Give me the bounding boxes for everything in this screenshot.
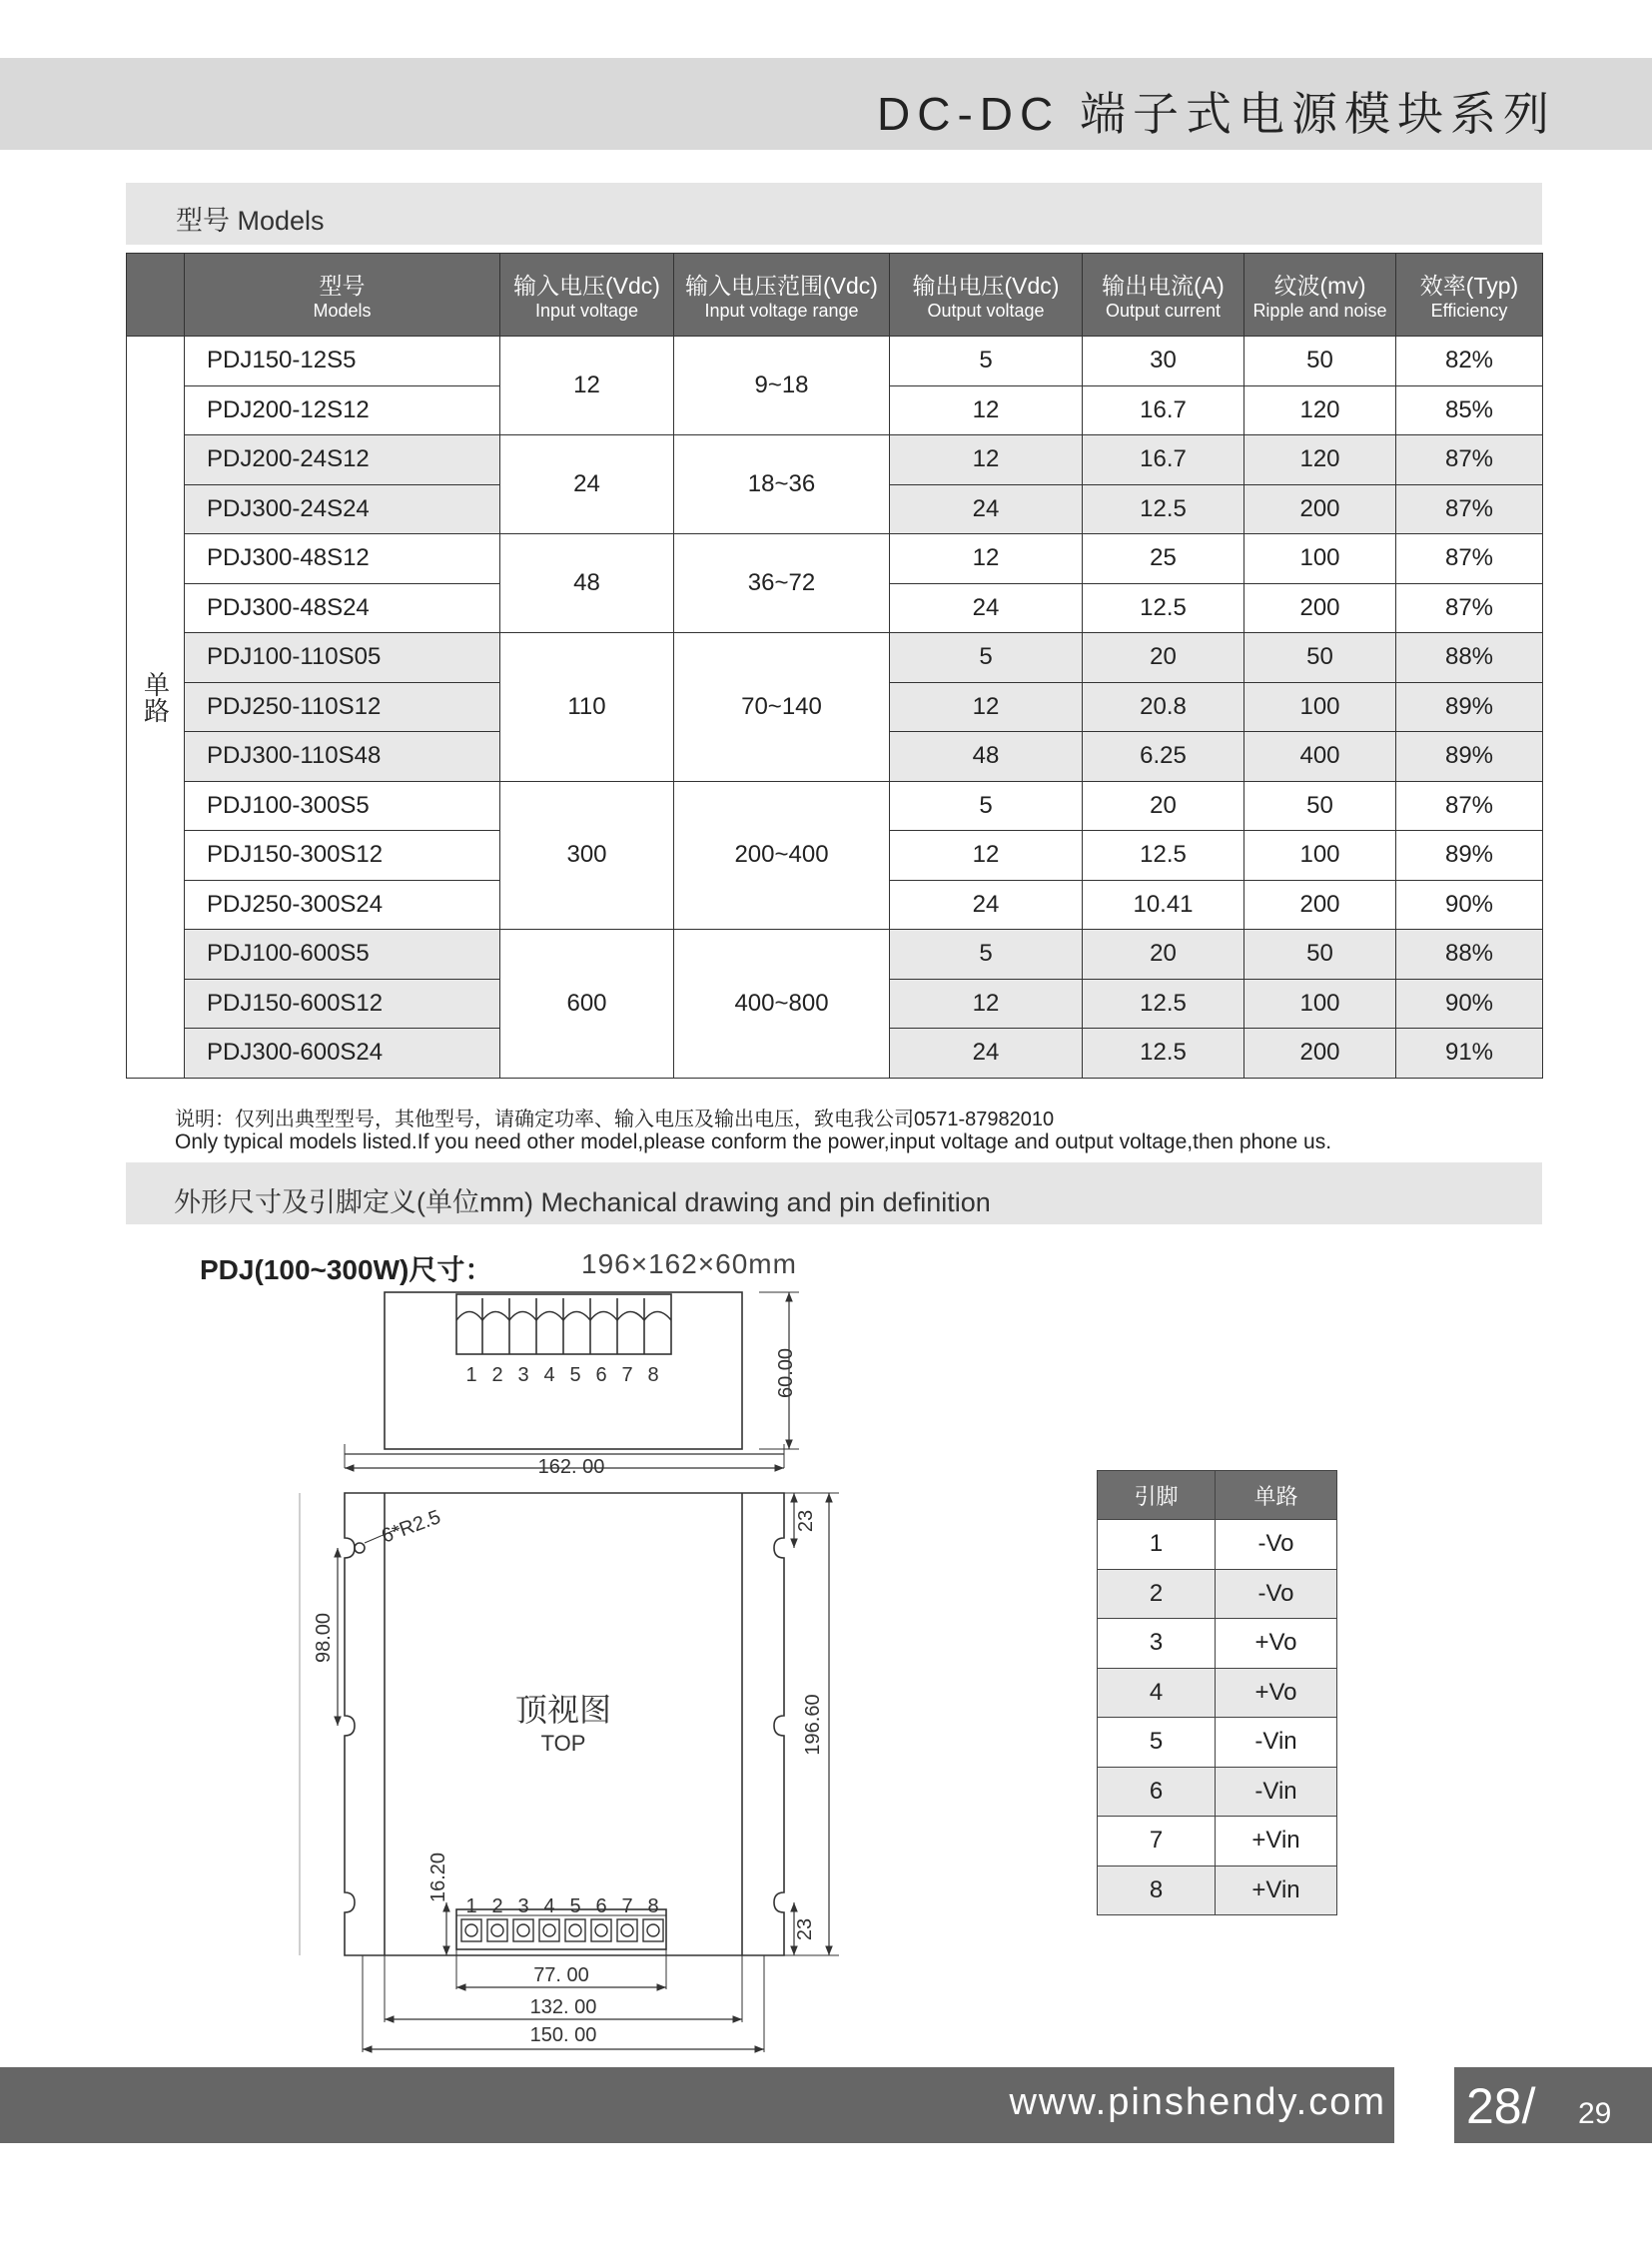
ripple-cell: 100	[1244, 831, 1396, 881]
eff-cell: 90%	[1396, 880, 1543, 930]
top-pin-number: 2	[491, 1895, 503, 1917]
pin-function: +Vin	[1216, 1866, 1337, 1915]
vout-cell: 48	[890, 732, 1083, 782]
header-output-voltage: 输出电压(Vdc) Output voltage	[890, 254, 1083, 337]
vout-cell: 24	[890, 1029, 1083, 1079]
page-number-box	[1454, 2067, 1652, 2143]
vout-cell: 12	[890, 385, 1083, 435]
pin-row	[1098, 1817, 1337, 1867]
iout-cell: 20.8	[1083, 682, 1244, 732]
page-total: 29	[1578, 2097, 1612, 2130]
pin-row	[1098, 1866, 1337, 1915]
side-pin-number: 3	[517, 1364, 529, 1386]
vin-cell: 12	[500, 337, 674, 435]
model-cell: PDJ150-12S5	[185, 337, 500, 386]
eff-cell: 89%	[1396, 682, 1543, 732]
model-cell: PDJ300-48S24	[185, 583, 500, 633]
ripple-cell: 100	[1244, 682, 1396, 732]
eff-cell: 90%	[1396, 979, 1543, 1029]
eff-cell: 87%	[1396, 534, 1543, 584]
top-pin-number: 4	[543, 1895, 555, 1917]
iout-cell: 25	[1083, 534, 1244, 584]
pin-number: 8	[1098, 1866, 1216, 1915]
header-blank	[127, 254, 185, 337]
vin-range-cell: 9~18	[674, 337, 890, 435]
ripple-cell: 200	[1244, 880, 1396, 930]
dim-terminal-width: 77. 00	[533, 1964, 589, 1986]
vout-cell: 24	[890, 583, 1083, 633]
top-view-label-en: TOP	[540, 1731, 586, 1756]
model-cell: PDJ250-110S12	[185, 682, 500, 732]
table-row	[127, 633, 1543, 683]
vout-cell: 5	[890, 633, 1083, 683]
eff-cell: 88%	[1396, 930, 1543, 980]
vin-range-cell: 400~800	[674, 930, 890, 1079]
pin-function: +Vin	[1216, 1817, 1337, 1867]
pin-function: -Vo	[1216, 1569, 1337, 1619]
model-cell: PDJ100-600S5	[185, 930, 500, 980]
top-pin-number: 7	[621, 1895, 633, 1917]
dim-length: 196.60	[802, 1694, 824, 1756]
top-pin-number: 8	[647, 1895, 659, 1917]
ripple-cell: 200	[1244, 484, 1396, 534]
table-row	[127, 534, 1543, 584]
iout-cell: 20	[1083, 781, 1244, 831]
iout-cell: 6.25	[1083, 732, 1244, 782]
pin-number: 3	[1098, 1619, 1216, 1669]
pin-table-header	[1098, 1471, 1337, 1520]
side-pin-number: 4	[543, 1364, 555, 1386]
iout-cell: 12.5	[1083, 831, 1244, 881]
vout-cell: 12	[890, 435, 1083, 485]
top-pin-number: 3	[517, 1895, 529, 1917]
models-section-title: 型号 Models	[176, 206, 325, 236]
top-pin-number: 5	[569, 1895, 581, 1917]
table-row	[127, 435, 1543, 485]
dim-base-width: 150. 00	[529, 2024, 597, 2046]
pin-number: 5	[1098, 1718, 1216, 1768]
side-pin-number: 8	[647, 1364, 659, 1386]
pin-row	[1098, 1569, 1337, 1619]
ripple-cell: 100	[1244, 534, 1396, 584]
model-cell: PDJ250-300S24	[185, 880, 500, 930]
vin-cell: 300	[500, 781, 674, 930]
pin-row	[1098, 1718, 1337, 1768]
page-title: DC-DC 端子式电源模块系列	[877, 88, 1556, 140]
ripple-cell: 200	[1244, 583, 1396, 633]
iout-cell: 12.5	[1083, 583, 1244, 633]
dim-height: 60.00	[775, 1347, 797, 1399]
pin-row	[1098, 1668, 1337, 1718]
iout-cell: 20	[1083, 633, 1244, 683]
ripple-cell: 50	[1244, 781, 1396, 831]
dim-edge-bottom: 23	[794, 1917, 816, 1941]
model-cell: PDJ200-12S12	[185, 385, 500, 435]
vout-cell: 12	[890, 831, 1083, 881]
side-pin-number: 5	[569, 1364, 581, 1386]
pin-table	[1097, 1470, 1337, 1915]
pin-function: -Vin	[1216, 1718, 1337, 1768]
ripple-cell: 50	[1244, 337, 1396, 386]
side-terminal-block	[456, 1294, 671, 1354]
pin-function: +Vo	[1216, 1619, 1337, 1669]
eff-cell: 89%	[1396, 732, 1543, 782]
model-cell: PDJ100-110S05	[185, 633, 500, 683]
mechanical-drawing	[0, 1278, 959, 2067]
side-pin-number: 2	[491, 1364, 503, 1386]
pin-row	[1098, 1619, 1337, 1669]
table-row	[127, 337, 1543, 386]
vin-range-cell: 70~140	[674, 633, 890, 782]
ripple-cell: 50	[1244, 930, 1396, 980]
vin-cell: 600	[500, 930, 674, 1079]
vin-range-cell: 36~72	[674, 534, 890, 633]
pin-number: 6	[1098, 1767, 1216, 1817]
iout-cell: 20	[1083, 930, 1244, 980]
top-pin-number: 6	[595, 1895, 607, 1917]
note-zh: 说明：仅列出典型型号，其他型号，请确定功率、输入电压及输出电压，致电我公司0571-87982010	[175, 1109, 1055, 1130]
model-cell: PDJ200-24S12	[185, 435, 500, 485]
header-model: 型号 Models	[185, 254, 500, 337]
eff-cell: 85%	[1396, 385, 1543, 435]
models-table-header	[127, 254, 1543, 337]
pin-number: 1	[1098, 1520, 1216, 1570]
dim-width: 162. 00	[537, 1456, 605, 1478]
models-section-header	[126, 183, 1542, 245]
dim-radius: 6*R2.5	[379, 1506, 444, 1548]
dim-mount-spacing: 132. 00	[529, 1996, 597, 2018]
ripple-cell: 120	[1244, 385, 1396, 435]
vout-cell: 5	[890, 781, 1083, 831]
header-input-voltage: 输入电压(Vdc) Input voltage	[500, 254, 674, 337]
vin-cell: 48	[500, 534, 674, 633]
top-terminal-screws	[461, 1919, 663, 1941]
drawing-size: 196×162×60mm	[581, 1248, 797, 1279]
model-cell: PDJ100-300S5	[185, 781, 500, 831]
model-cell: PDJ150-600S12	[185, 979, 500, 1029]
side-pin-number: 7	[621, 1364, 633, 1386]
mech-section-header	[126, 1162, 1542, 1224]
pin-number: 2	[1098, 1569, 1216, 1619]
vout-cell: 24	[890, 484, 1083, 534]
models-table	[126, 253, 1543, 1079]
header-ripple: 纹波(mv) Ripple and noise	[1244, 254, 1396, 337]
eff-cell: 89%	[1396, 831, 1543, 881]
iout-cell: 16.7	[1083, 435, 1244, 485]
pin-number: 7	[1098, 1817, 1216, 1867]
ripple-cell: 50	[1244, 633, 1396, 683]
header-bar	[0, 58, 1652, 150]
model-cell: PDJ300-48S12	[185, 534, 500, 584]
eff-cell: 87%	[1396, 781, 1543, 831]
model-cell: PDJ300-110S48	[185, 732, 500, 782]
model-cell: PDJ300-24S24	[185, 484, 500, 534]
pin-function: -Vo	[1216, 1520, 1337, 1570]
pin-row	[1098, 1520, 1337, 1570]
table-row	[127, 930, 1543, 980]
eff-cell: 87%	[1396, 484, 1543, 534]
single-header: 单路	[1216, 1471, 1337, 1520]
side-pin-number: 1	[465, 1364, 477, 1386]
pin-number: 4	[1098, 1668, 1216, 1718]
pin-header: 引脚	[1098, 1471, 1216, 1520]
footer-url[interactable]: www.pinshendy.com	[1009, 2081, 1386, 2123]
pin-function: -Vin	[1216, 1767, 1337, 1817]
mech-section-title: 外形尺寸及引脚定义(单位mm) Mechanical drawing and pin definition	[174, 1187, 991, 1217]
top-view-label-zh: 顶视图	[514, 1692, 612, 1728]
vin-range-cell: 200~400	[674, 781, 890, 930]
vout-cell: 24	[890, 880, 1083, 930]
footer-bar	[0, 2067, 1394, 2143]
eff-cell: 82%	[1396, 337, 1543, 386]
pin-function: +Vo	[1216, 1668, 1337, 1718]
vout-cell: 12	[890, 534, 1083, 584]
model-cell: PDJ150-300S12	[185, 831, 500, 881]
page-number: 28/	[1466, 2078, 1536, 2134]
header-input-range: 输入电压范围(Vdc) Input voltage range	[674, 254, 890, 337]
dim-edge-top: 23	[795, 1509, 817, 1533]
iout-cell: 12.5	[1083, 979, 1244, 1029]
dim-terminal-offset: 16.20	[427, 1852, 449, 1903]
vout-cell: 5	[890, 337, 1083, 386]
channel-side-label: 单路	[127, 337, 185, 1079]
ripple-cell: 100	[1244, 979, 1396, 1029]
iout-cell: 10.41	[1083, 880, 1244, 930]
iout-cell: 12.5	[1083, 484, 1244, 534]
eff-cell: 87%	[1396, 583, 1543, 633]
vin-cell: 110	[500, 633, 674, 782]
header-output-current: 输出电流(A) Output current	[1083, 254, 1244, 337]
vout-cell: 12	[890, 682, 1083, 732]
vin-range-cell: 18~36	[674, 435, 890, 534]
top-pin-number: 1	[465, 1895, 477, 1917]
header-efficiency: 效率(Typ) Efficiency	[1396, 254, 1543, 337]
eff-cell: 91%	[1396, 1029, 1543, 1079]
ripple-cell: 200	[1244, 1029, 1396, 1079]
ripple-cell: 120	[1244, 435, 1396, 485]
note-en: Only typical models listed.If you need other model,please conform the power,input voltage and output voltage,then phone us.	[175, 1130, 1332, 1153]
pin-row	[1098, 1767, 1337, 1817]
drawing-title: PDJ(100~300W)尺寸：	[200, 1254, 493, 1285]
eff-cell: 87%	[1396, 435, 1543, 485]
iout-cell: 16.7	[1083, 385, 1244, 435]
model-cell: PDJ300-600S24	[185, 1029, 500, 1079]
iout-cell: 12.5	[1083, 1029, 1244, 1079]
iout-cell: 30	[1083, 337, 1244, 386]
ripple-cell: 400	[1244, 732, 1396, 782]
dim-hole-spacing: 98.00	[313, 1612, 335, 1664]
eff-cell: 88%	[1396, 633, 1543, 683]
vout-cell: 12	[890, 979, 1083, 1029]
side-pin-number: 6	[595, 1364, 607, 1386]
vout-cell: 5	[890, 930, 1083, 980]
vin-cell: 24	[500, 435, 674, 534]
table-row	[127, 781, 1543, 831]
